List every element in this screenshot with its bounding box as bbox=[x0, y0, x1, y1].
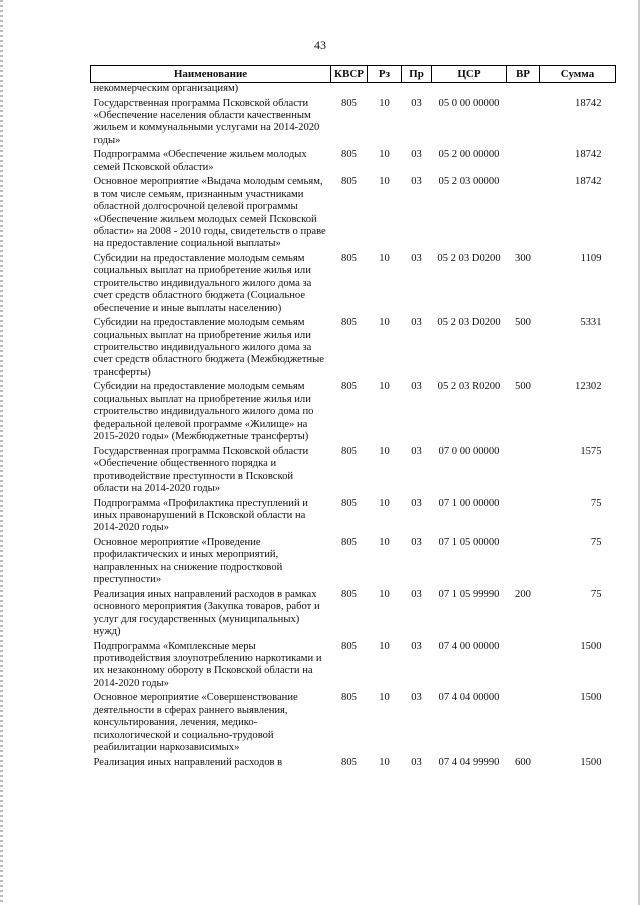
table-row bbox=[91, 381, 616, 445]
row-csr: 05 2 03 R0200 bbox=[437, 381, 501, 393]
row-kvsr bbox=[331, 83, 368, 98]
row-name: Подпрограмма «Профилактика преступлений и иных правонарушений в Псковской области на 2014-2020 годы» bbox=[93, 497, 308, 534]
row-pr: 03 bbox=[411, 536, 422, 548]
row-csr: 07 4 00 00000 bbox=[438, 640, 500, 652]
row-rz: 10 bbox=[379, 445, 390, 457]
row-name: некоммерческим организациям) bbox=[93, 83, 239, 94]
row-rz: 10 bbox=[379, 149, 390, 161]
row-vr: 500 bbox=[515, 317, 531, 329]
row-name: Реализация иных направлений расходов в bbox=[93, 756, 283, 768]
table-row bbox=[91, 589, 616, 641]
row-vr bbox=[507, 498, 540, 537]
row-pr: 03 bbox=[411, 317, 422, 329]
table-row bbox=[91, 317, 616, 381]
table-row bbox=[91, 446, 616, 498]
row-csr: 07 0 00 00000 bbox=[438, 445, 500, 457]
row-kvsr: 805 bbox=[341, 176, 357, 188]
table-row bbox=[91, 253, 616, 317]
row-sum: 1500 bbox=[580, 756, 602, 768]
header-rz: Рз bbox=[368, 66, 402, 83]
row-sum: 5331 bbox=[580, 317, 602, 329]
table-row bbox=[91, 757, 616, 772]
row-pr: 03 bbox=[411, 149, 422, 161]
scan-edge-left bbox=[0, 0, 3, 905]
header-kvsr: КВСР bbox=[331, 66, 368, 83]
row-csr bbox=[432, 83, 507, 98]
row-pr: 03 bbox=[411, 253, 422, 265]
table-row bbox=[91, 83, 616, 98]
header-pr: Пр bbox=[402, 66, 432, 83]
row-rz: 10 bbox=[379, 756, 390, 768]
row-csr: 05 2 03 00000 bbox=[438, 176, 500, 188]
row-vr bbox=[507, 641, 540, 693]
row-sum: 12302 bbox=[575, 381, 602, 393]
row-sum: 75 bbox=[590, 536, 602, 548]
row-name: Субсидии на предоставление молодым семьям социальных выплат на приобретение жилья или строительство индивидуального жилого дома за счет средств областного бюджета (Социальное обеспечение и иные выплаты населению) bbox=[93, 253, 312, 314]
row-pr: 03 bbox=[411, 497, 422, 509]
row-kvsr: 805 bbox=[341, 640, 357, 652]
row-name: Основное мероприятие «Совершенствование деятельности в сферах раннего выявления, консультирования, лечения, медико-психологической и социально-трудовой реабилитации наркозависимых» bbox=[93, 692, 298, 753]
table-row bbox=[91, 641, 616, 693]
row-name: Подпрограмма «Обеспечение жильем молодых семей Псковской области» bbox=[93, 149, 307, 173]
header-sum: Сумма bbox=[540, 66, 616, 83]
table-row bbox=[91, 537, 616, 589]
row-vr bbox=[507, 149, 540, 176]
row-vr bbox=[507, 537, 540, 589]
row-name: Основное мероприятие «Выдача молодым семьям, в том числе семьям, признанным участниками областной долгосрочной целевой программы «Обеспечение жильем молодых семей Псковской области» на 2008 - 2010 годы, свидетельств о праве на предоставление социальной выплаты» bbox=[93, 176, 326, 250]
row-rz: 10 bbox=[379, 317, 390, 329]
row-pr: 03 bbox=[411, 97, 422, 109]
row-vr: 500 bbox=[515, 381, 531, 393]
row-csr: 07 4 04 00000 bbox=[438, 692, 500, 704]
row-pr: 03 bbox=[411, 692, 422, 704]
row-kvsr: 805 bbox=[341, 97, 357, 109]
row-rz: 10 bbox=[379, 497, 390, 509]
row-sum: 1109 bbox=[580, 253, 602, 265]
row-rz: 10 bbox=[379, 588, 390, 600]
row-vr bbox=[507, 98, 540, 150]
row-pr bbox=[402, 83, 432, 98]
row-sum: 1575 bbox=[580, 445, 602, 457]
row-kvsr: 805 bbox=[341, 381, 357, 393]
row-rz: 10 bbox=[379, 640, 390, 652]
row-pr: 03 bbox=[411, 756, 422, 768]
row-name: Реализация иных направлений расходов в рамках основного мероприятия (Закупка товаров, работ и услуг для государственных (муниципальных) нужд) bbox=[93, 588, 320, 637]
header-name: Наименование bbox=[91, 66, 331, 83]
page-number: 43 bbox=[314, 38, 326, 52]
header-vr: ВР bbox=[507, 66, 540, 83]
row-kvsr: 805 bbox=[341, 317, 357, 329]
row-csr: 07 1 05 99990 bbox=[438, 588, 500, 600]
row-csr: 07 4 04 99990 bbox=[438, 756, 500, 768]
row-kvsr: 805 bbox=[341, 536, 357, 548]
table-row bbox=[91, 176, 616, 253]
row-kvsr: 805 bbox=[341, 253, 357, 265]
row-sum: 18742 bbox=[575, 97, 602, 109]
row-sum: 18742 bbox=[575, 149, 602, 161]
row-rz: 10 bbox=[379, 176, 390, 188]
row-kvsr: 805 bbox=[341, 149, 357, 161]
row-rz bbox=[368, 83, 402, 98]
row-kvsr: 805 bbox=[341, 445, 357, 457]
row-pr: 03 bbox=[411, 176, 422, 188]
row-name: Основное мероприятие «Проведение профилактических и иных мероприятий, направленных на снижение подростковой преступности» bbox=[93, 536, 283, 586]
row-csr: 05 0 00 00000 bbox=[438, 97, 500, 109]
row-csr: 05 2 03 D0200 bbox=[437, 253, 501, 265]
table-header-row bbox=[91, 66, 616, 83]
row-name: Субсидии на предоставление молодым семьям социальных выплат на приобретение жилья или строительство индивидуального жилого дома по федеральной целевой программе «Жилище» на 2015-2020 годы» (Межбюджетные трансферты) bbox=[93, 381, 314, 443]
row-name: Подпрограмма «Комплексные меры противодействия злоупотреблению наркотиками и их незаконному обороту в Псковской области на 2014-2020 годы» bbox=[93, 640, 322, 689]
table-row bbox=[91, 149, 616, 176]
header-csr: ЦСР bbox=[432, 66, 507, 83]
row-pr: 03 bbox=[411, 588, 422, 600]
row-vr bbox=[507, 692, 540, 756]
row-sum: 75 bbox=[590, 497, 602, 509]
row-name: Государственная программа Псковской области «Обеспечение общественного порядка и противодействие преступности в Псковской области на 2014-2020 годы» bbox=[93, 445, 309, 494]
row-rz: 10 bbox=[379, 536, 390, 548]
row-sum: 18742 bbox=[575, 176, 602, 188]
row-rz: 10 bbox=[379, 253, 390, 265]
row-vr bbox=[507, 176, 540, 253]
row-name: Субсидии на предоставление молодым семьям социальных выплат на приобретение жилья или строительство индивидуального жилого дома за счет средств областного бюджета (Межбюджетные трансферты) bbox=[93, 317, 324, 378]
row-csr: 05 2 00 00000 bbox=[438, 149, 500, 161]
row-sum: 75 bbox=[590, 588, 602, 600]
row-rz: 10 bbox=[379, 692, 390, 704]
table-row bbox=[91, 98, 616, 150]
row-rz: 10 bbox=[379, 381, 390, 393]
row-pr: 03 bbox=[411, 381, 422, 393]
row-kvsr: 805 bbox=[341, 692, 357, 704]
row-vr bbox=[507, 446, 540, 498]
row-name: Государственная программа Псковской области «Обеспечение населения области качественным жильем и коммунальными услугами на 2014-2020 годы» bbox=[93, 97, 320, 146]
row-pr: 03 bbox=[411, 640, 422, 652]
row-sum: 1500 bbox=[580, 640, 602, 652]
row-csr: 07 1 00 00000 bbox=[438, 497, 500, 509]
row-pr: 03 bbox=[411, 445, 422, 457]
row-vr: 300 bbox=[515, 253, 531, 265]
row-sum: 1500 bbox=[580, 692, 602, 704]
table-row bbox=[91, 498, 616, 537]
row-vr bbox=[507, 83, 540, 98]
budget-table bbox=[90, 65, 616, 771]
row-vr: 600 bbox=[515, 756, 531, 768]
row-kvsr: 805 bbox=[341, 497, 357, 509]
row-sum bbox=[540, 83, 616, 98]
row-vr: 200 bbox=[515, 588, 531, 600]
row-rz: 10 bbox=[379, 97, 390, 109]
row-kvsr: 805 bbox=[341, 756, 357, 768]
row-csr: 07 1 05 00000 bbox=[438, 536, 500, 548]
table-row bbox=[91, 692, 616, 756]
row-kvsr: 805 bbox=[341, 588, 357, 600]
row-csr: 05 2 03 D0200 bbox=[437, 317, 501, 329]
